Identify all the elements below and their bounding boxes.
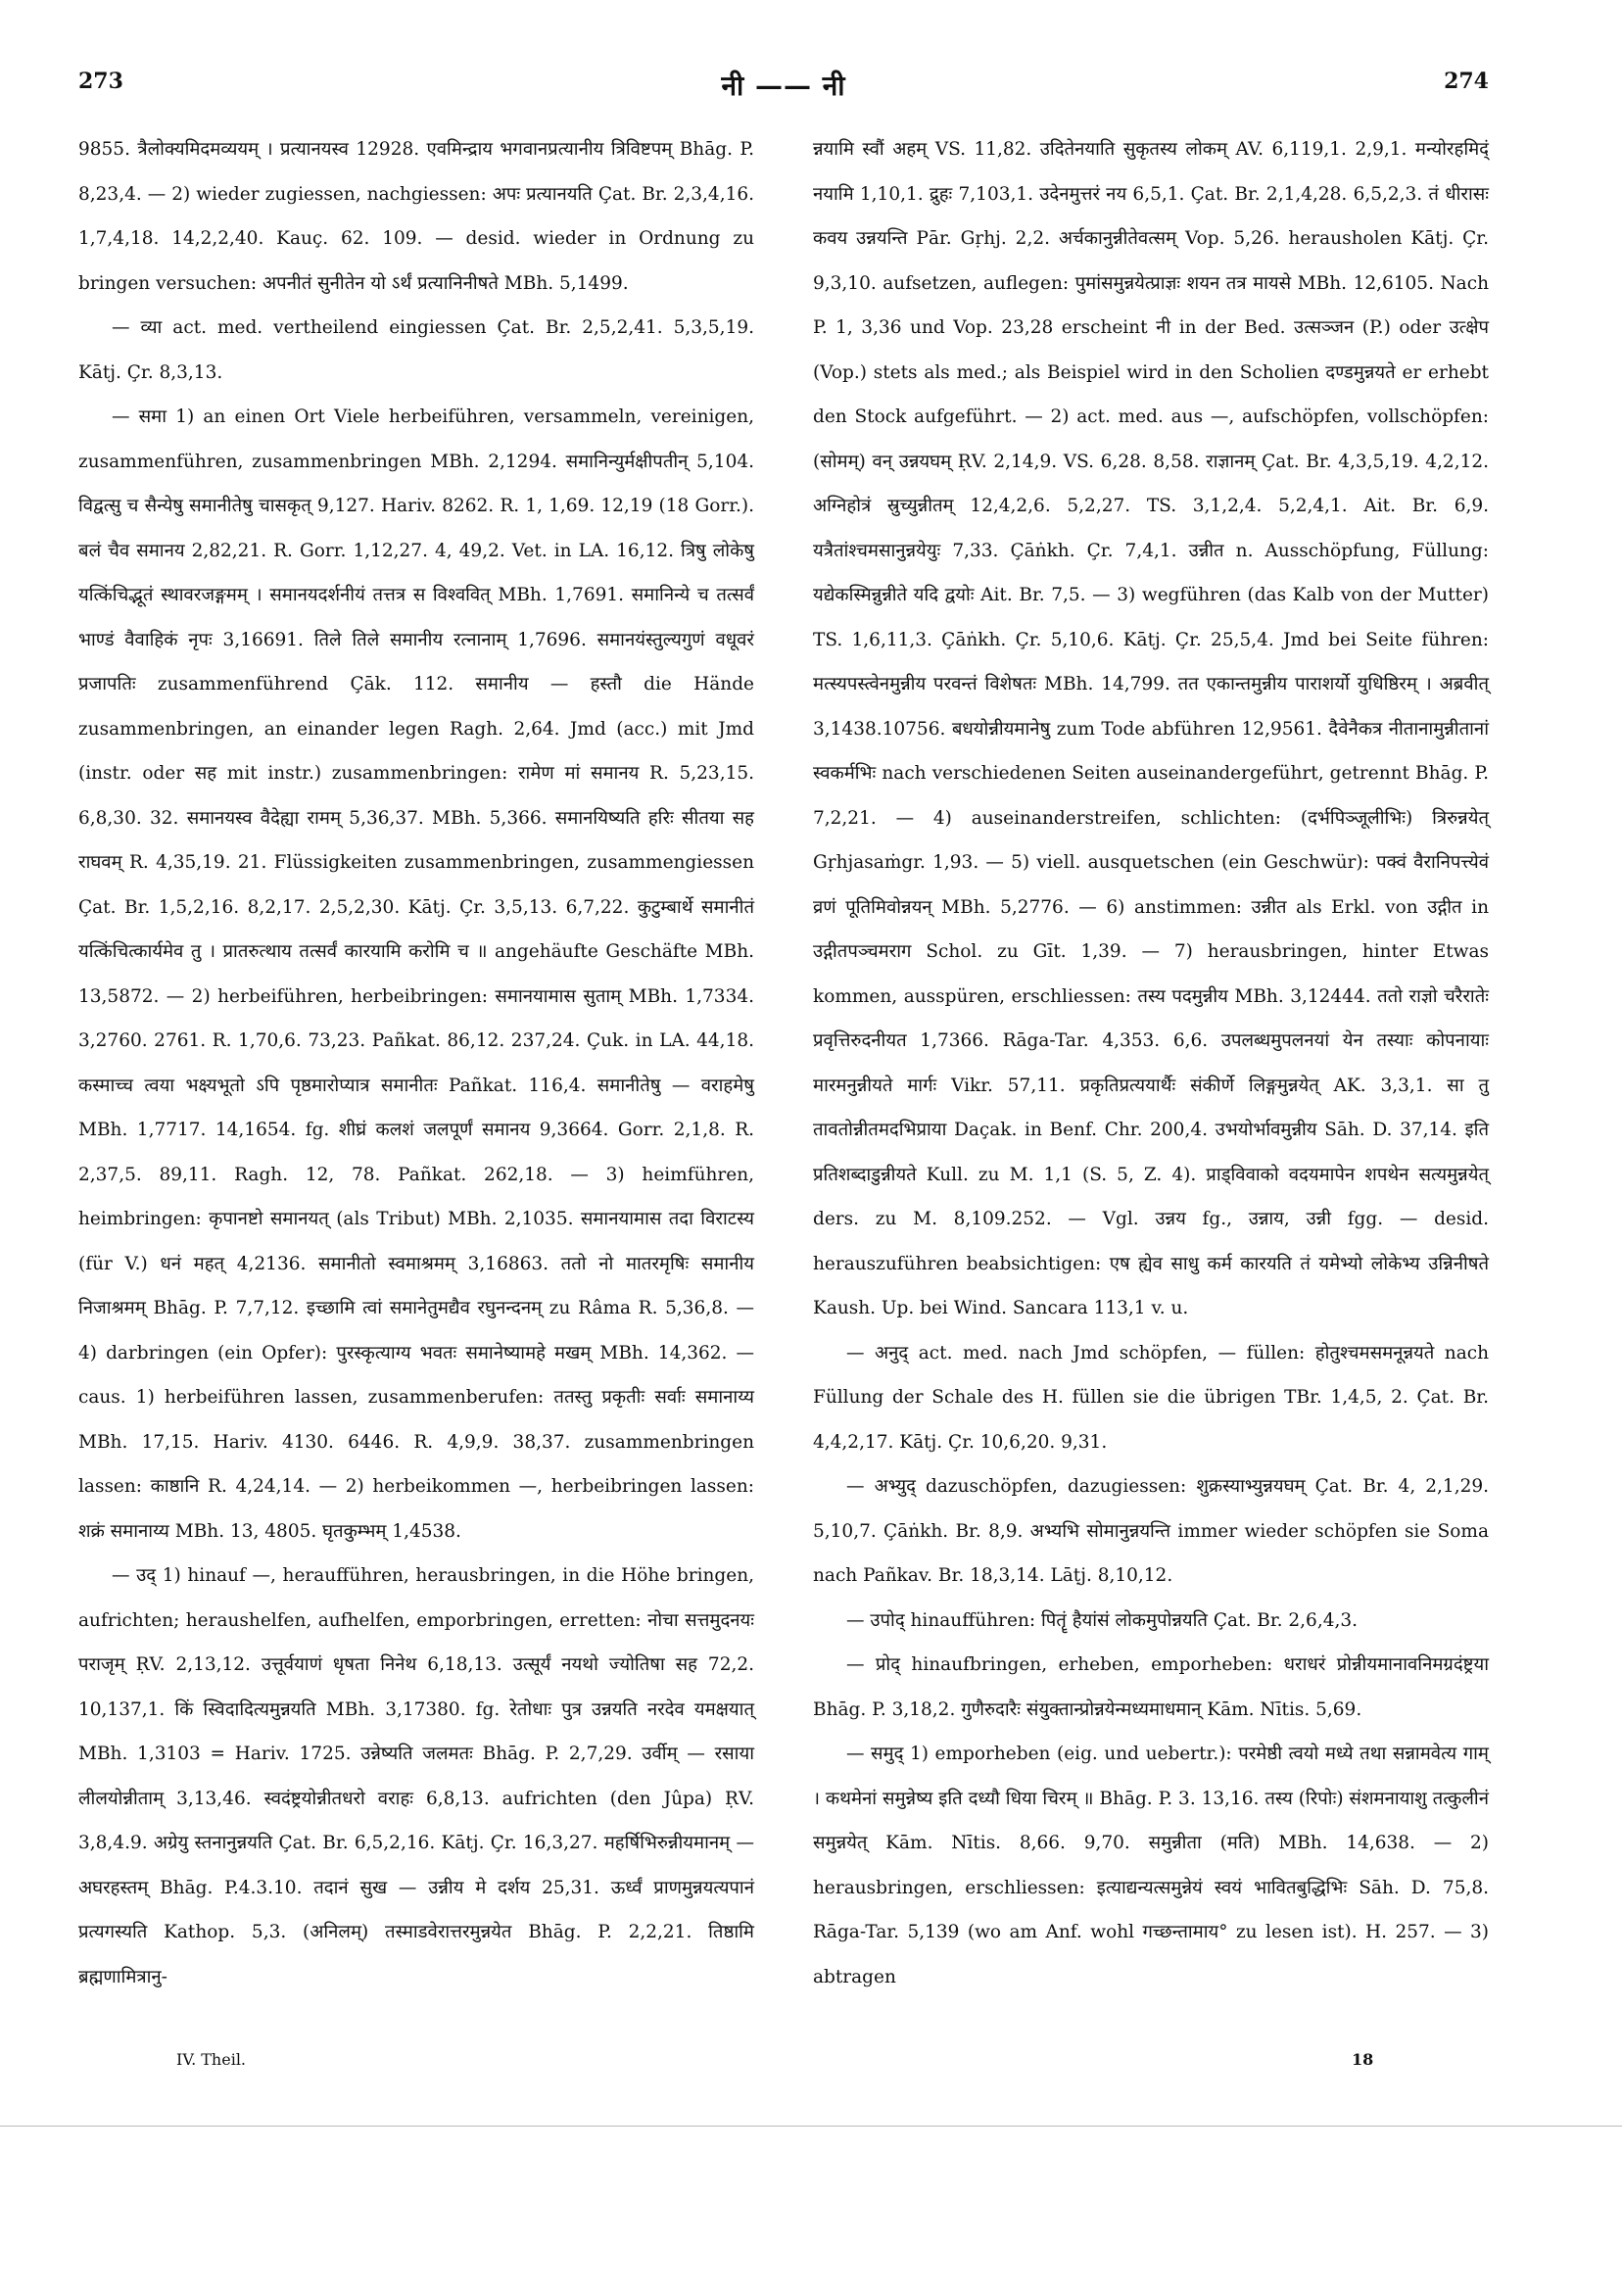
subentry-paragraph: — उपोद् hinaufführen: पितॄं हैयांसं लोकमुपोन्नयति Çat. Br. 2,6,4,3. [846,1609,1359,1631]
subentry-paragraph: — समुद् 1) emporheben (eig. und uebertr.): परमेष्ठी त्वयो मध्ये तथा सन्नामवेत्य गाम् । कथमेनां समुन्नेष्य इति दध्यौ धिया चिरम् ॥ Bhāg. P. 3. 13,16. तस्य (रिपोः) संशमनायाशु तत्कुलीनं समुन्नयेत् Kām. Nītis. 8,66. 9,70. समुन्नीता (मति) MBh. 14,638. — 2) herausbringen, erschliessen: इत्याद्यन्यत्समुन्नेयं स्वयं भावितबुद्धिभिः Sāh. D. 75,8. Rāga-Tar. 5,139 (wo am Anf. wohl गच्छन्तामाय° zu lesen ist). H. 257. — 3) abtragen [813,1744,1489,1987]
subentry-paragraph: — समा 1) an einen Ort Viele herbeiführen, versammeln, vereinigen, zusammenführen, zusammenbringen MBh. 2,1294. समानिन्युर्मक्षीपतीन् 5,104. विद्वत्सु च सैन्येषु समानीतेषु चासकृत् 9,127. Hariv. 8262. R. 1, 1,69. 12,19 (18 Gorr.). बलं चैव समानय 2,82,21. R. Gorr. 1,12,27. 4, 49,2. Vet. in LA. 16,12. त्रिषु लोकेषु यत्किंचिद्भूतं स्थावरजङ्गमम् । समानयदर्शनीयं तत्तत्र स विश्ववित् MBh. 1,7691. समानिन्ये च तत्सर्वं भाण्डं वैवाहिकं नृपः 3,16691. तिले तिले समानीय रत्नानाम् 1,7696. समानयंस्तुल्यगुणं वधूवरं प्रजापतिः zusammenführend Çāk. 112. समानीय — हस्तौ die Hände zusammenbringen, an einander legen Ragh. 2,64. Jmd (acc.) mit Jmd (instr. oder सह mit instr.) zusammenbringen: रामेण मां समानय R. 5,23,15. 6,8,30. 32. समानयस्व वैदेह्या रामम् 5,36,37. MBh. 5,366. समानयिष्यति हरिः सीतया सह राघवम् R. 4,35,19. 21. Flüssigkeiten zusammenbringen, zusammengiessen Çat. Br. 1,5,2,16. 8,2,17. 2,5,2,30. Kātj. Çr. 3,5,13. 6,7,22. कुटुम्बार्थे समानीतं यत्किंचित्कार्यमेव तु । प्रातरुत्थाय तत्सर्वं कारयामि करोमि च ॥ angehäufte Geschäfte MBh. 13,5872. — 2) herbeiführen, herbeibringen: समानयामास सुताम् MBh. 1,7334. 3,2760. 2761. R. 1,70,6. 73,23. Pañkat. 86,12. 237,24. Çuk. in LA. 44,18. कस्माच्च त्वया भक्ष्यभूतो ऽपि पृष्ठमारोप्यात्र समानीतः Pañkat. 116,4. समानीतेषु — वराहमेषु MBh. 1,7717. 14,1654. fg. शीघ्रं कलशं जलपूर्णं समानय 9,3664. Gorr. 2,1,8. R. 2,37,5. 89,11. Ragh. 12, 78. Pañkat. 262,18. — 3) heimführen, heimbringen: कृपानष्टो समानयत् (als Tribut) MBh. 2,1035. समानयामास तदा विराटस्य (für V.) धनं महत् 4,2136. समानीतो स्वमाश्रमम् 3,16863. ततो नो मातरमृषिः समानीय निजाश्रमम् Bhāg. P. 7,7,12. इच्छामि त्वां समानेतुमद्यैव रघुनन्दनम् zu Râma R. 5,36,8. — 4) darbringen (ein Opfer): पुरस्कृत्याग्य भवतः समानेष्यामहे मखम् MBh. 14,362. — caus. 1) herbeiführen lassen, zusammenberufen: ततस्तु प्रकृतीः सर्वाः समानाय्य MBh. 17,15. Hariv. 4130. 6446. R. 4,9,9. 38,37. zusammenbringen lassen: काष्ठानि R. 4,24,14. — 2) herbeikommen —, herbeibringen lassen: शक्रं समानाय्य MBh. 13, 4805. घृतकुम्भम् 1,4538. [78,407,754,1542]
subentry-paragraph: — अभ्युद् dazuschöpfen, dazugiessen: शुक्रस्याभ्युन्नयघम् Çat. Br. 4, 2,1,29. 5,10,7. Çāṅkh. Br. 8,9. अभ्यभि सोमानुन्नयन्ति immer wieder schöpfen sie Soma nach Pañkav. Br. 18,3,14. Lāṭj. 8,10,12. [813,1476,1489,1586]
left-column [78,127,754,1999]
entry-paragraph: न्नयामि स्वौं अहम् VS. 11,82. उदितेनयाति सुकृतस्य लोकम् AV. 6,119,1. 2,9,1. मन्योरहमिद्ं नयामि 1,10,1. द्रुहः 7,103,1. उदेनमुत्तरं नय 6,5,1. Çat. Br. 2,1,4,28. 6,5,2,3. तं धीरासः कवय उन्नयन्ति Pār. Gṛhj. 2,2. अर्चकानुन्नीतेवत्सम् Vop. 5,26. herausholen Kātj. Çr. 9,3,10. aufsetzen, auflegen: पुमांसमुन्नयेत्प्राज्ञः शयन तत्र मायसे MBh. 12,6105. Nach P. 1, 3,36 und Vop. 23,28 erscheint नी in der Bed. उत्सञ्जन (P.) oder उत्क्षेप (Vop.) stets als med.; als Beispiel wird in den Scholien दण्डमुन्नयते er erhebt den Stock aufgeführt. — 2) act. med. aus —, aufschöpfen, vollschöpfen: (सोमम्) वन् उन्नयघम् ṚV. 2,14,9. VS. 6,28. 8,58. राज्ञानम् Çat. Br. 4,3,5,19. 4,2,12. अग्निहोत्रं स्रुच्युन्नीतम् 12,4,2,6. 5,2,27. TS. 3,1,2,4. 5,2,4,1. Ait. Br. 6,9. यत्रैतांश्चमसानुन्नयेयुः 7,33. Çāṅkh. Çr. 7,4,1. उन्नीत n. Ausschöpfung, Füllung: यद्येकस्मिन्नुन्नीते यदि द्वयोः Ait. Br. 7,5. — 3) wegführen (das Kalb von der Mutter) TS. 1,6,11,3. Çāṅkh. Çr. 5,10,6. Kātj. Çr. 25,5,4. Jmd bei Seite führen: मत्स्यपस्त्वेनमुन्नीय परवन्तं विशेषतः MBh. 14,799. तत एकान्तमुन्नीय पाराशर्यो युधिष्ठिरम् । अब्रवीत् 3,1438.10756. बधयोन्नीयमानेषु zum Tode abführen 12,9561. दैवेनैकत्र नीतानामुन्नीतानां स्वकर्मभिः nach verschiedenen Seiten auseinandergeführt, getrennt Bhāg. P. 7,2,21. — 4) auseinanderstreifen, schlichten: (दर्भपिञ्जूलीभिः) त्रिरुन्नयेत् Gṛhjasaṁgr. 1,93. — 5) viell. ausquetschen (ein Geschwür): पक्वं वैरानिपत्त्येवं व्रणं पूतिमिवोन्नयन् MBh. 5,2776. — 6) anstimmen: उन्नीत als Erkl. von उद्गीत in उद्गीतपञ्चमराग Schol. zu Gīt. 1,39. — 7) herausbringen, hinter Etwas kommen, ausspüren, erschliessen: तस्य पदमुन्नीय MBh. 3,12444. ततो राज्ञो चरैरातेः प्रवृत्तिरुदनीयत 1,7366. Rāga-Tar. 4,353. 6,6. उपलब्धमुपलनयां येन तस्याः कोपनायाः मारमनुन्नीयते मार्गः Vikr. 57,11. प्रकृतिप्रत्ययार्थैः संकीर्णे लिङ्गमुन्नयेत् AK. 3,3,1. सा तु तावतोन्नीतमदभिप्राया Daçak. in Benf. Chr. 200,4. उभयोर्भावमुन्नीय Sāh. D. 37,14. इति प्रतिशब्दाडुन्नीयते Kull. zu M. 1,1 (S. 5, Z. 4). प्राड्विवाको वदयमापेन शपथेन सत्यमुन्नयेत् ders. zu M. 8,109.252. — Vgl. उन्नय fg., उन्नाय, उन्नी fgg. — desid. herauszuführen beabsichtigen: एष ह्येव साधु कर्म कारयति तं यमेभ्यो लोकेभ्य उन्निनीषते Kaush. Up. bei Wind. Sancara 113,1 v. u. [813,139,1489,1318]
running-head: नी —— नी [721,70,846,102]
right-column [813,127,1489,1999]
entry-paragraph: 9855. त्रैलोक्यमिदमव्ययम् । प्रत्यानयस्व 12928. एवमिन्द्राय भगवानप्रत्यानीय त्रिविष्टपम् Bhāg. P. 8,23,4. — 2) wieder zugiessen, nachgiessen: अपः प्रत्यानयति Çat. Br. 2,3,4,16. 1,7,4,18. 14,2,2,40. Kauç. 62. 109. — desid. wieder in Ordnung zu bringen versuchen: अपनीतं सुनीतेन यो ऽर्थं प्रत्यानिनीषते MBh. 5,1499. [78,139,754,294]
right-page-number: 274 [1444,69,1489,94]
signature-mark: 18 [1352,2050,1374,2069]
left-page-number: 273 [78,69,123,94]
subentry-paragraph: — व्या act. med. vertheilend eingiessen Çat. Br. 2,5,2,41. 5,3,5,19. Kātj. Çr. 8,3,13. [78,317,754,383]
subentry-paragraph: — अनुद् act. med. nach Jmd schöpfen, — füllen: होतुश्चमसमनून्नयते nach Füllung der Schale des H. füllen sie die übrigen TBr. 1,4,5, 2. Çat. Br. 4,4,2,17. Kātj. Çr. 10,6,20. 9,31. [813,1342,1489,1453]
subentry-paragraph: — उद् 1) hinauf —, heraufführen, herausbringen, in die Höhe bringen, aufrichten; heraushelfen, aufhelfen, emporbringen, erretten: नोचा सत्तमुदनयः पराजृम् ṚV. 2,13,12. उत्तूर्वयाणं धृषता निनेथ 6,18,13. उत्सूर्यं नयथो ज्योतिषा सह 72,2. 10,137,1. किं स्विदादित्यमुन्नयति MBh. 3,17380. fg. रेतोधाः पुत्र उन्नयति नरदेव यमक्षयात् MBh. 1,3103 = Hariv. 1725. उन्नेष्यति जलमतः Bhāg. P. 2,7,29. उर्वीम् — रसाया लीलयोन्नीताम् 3,13,46. स्वदंष्ट्रयोन्नीतधरो वराहः 6,8,13. aufrichten (den Jûpa) ṚV. 3,8,4.9. अग्रेयु स्तनानुन्नयति Çat. Br. 6,5,2,16. Kātj. Çr. 16,3,27. महर्षिभिरुन्नीयमानम् — अघरहस्तम् Bhāg. P.4.3.10. तदानं सुख — उन्नीय मे दर्शय 25,31. ऊर्ध्वं प्राणमुन्नयत्यपानं प्रत्यगस्यति Kathop. 5,3. (अनिलम्) तस्माडवेरात्तरमुन्नयेत Bhāg. P. 2,2,21. तिष्ठामि ब्रह्मणामित्रानु- [78,1565,754,1987]
volume-label: IV. Theil. [176,2050,247,2069]
page-header [78,69,1489,108]
bottom-rule [0,2126,1622,2127]
subentry-paragraph: — प्रोद् hinaufbringen, erheben, emporheben: धराधरं प्रोन्नीयमानावनिमग्रदंष्ट्रया Bhāg. P. 3,18,2. गुणैरुदारैः संयुक्तान्प्रोन्नयेन्मध्यमाधमान् Kām. Nītis. 5,69. [813,1654,1489,1720]
